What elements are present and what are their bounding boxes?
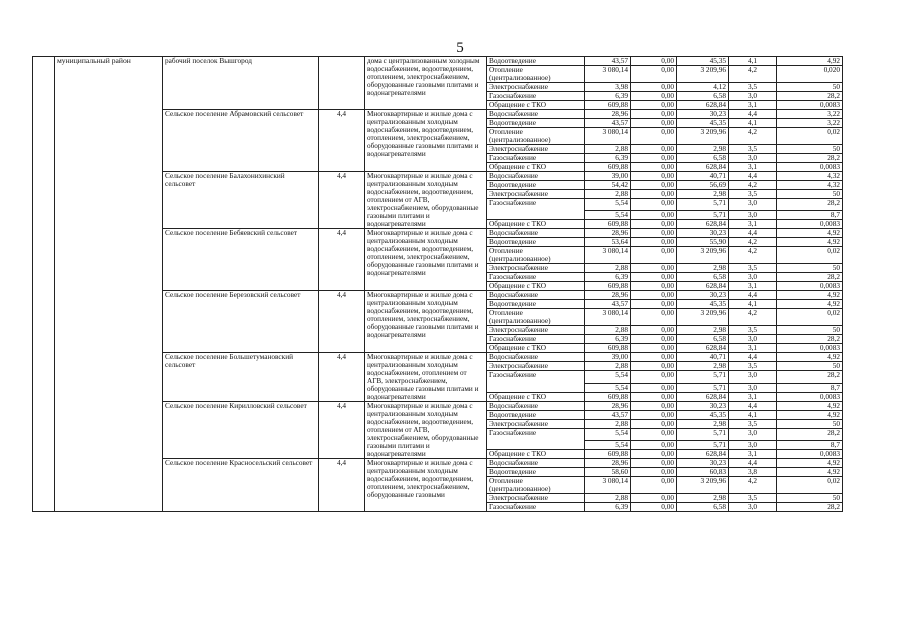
- service-cell: Газоснабжение: [487, 429, 585, 450]
- service-cell: Отопление (централизованное): [487, 247, 585, 264]
- growth-percent-cell: 4,4: [729, 229, 777, 238]
- tariff-old-cell: 39,00: [585, 172, 631, 181]
- housing-type-cell: Многоквартирные и жилые дома с централизованным холодным водоснабжением, водоотведением, отоплением от АГВ, электроснабжением, оборудованные газовыми плитами и водонагревателями: [365, 172, 487, 229]
- consumption-cell: 50: [777, 145, 843, 154]
- growth-percent-cell: 4,1: [729, 57, 777, 66]
- consumption-cell: 0,0083: [777, 393, 843, 402]
- tariff-old-cell: 2,88: [585, 264, 631, 273]
- consumption-cell: 50: [777, 362, 843, 371]
- tariff-new-cell: 40,71: [677, 353, 729, 362]
- tariff-table: [32, 56, 843, 512]
- tariff-new-cell: 628,84: [677, 344, 729, 353]
- service-cell: Водоснабжение: [487, 459, 585, 468]
- consumption-cell: 50: [777, 326, 843, 335]
- change-cell: 0,00: [631, 459, 677, 468]
- change-cell: 0,00: [631, 411, 677, 420]
- growth-percent-cell: 4,2: [729, 247, 777, 264]
- growth-percent-cell: 3,0: [729, 503, 777, 512]
- tariff-new-cell: 45,35: [677, 57, 729, 66]
- change-cell: 0,00: [631, 92, 677, 101]
- settlement-cell: Сельское поселение Кирилловский сельсовет: [163, 402, 319, 459]
- service-cell: Отопление (централизованное): [487, 66, 585, 83]
- tariff-new-cell: 3 209,96: [677, 247, 729, 264]
- service-cell: Водоснабжение: [487, 291, 585, 300]
- tariff-old-cell: 609,88: [585, 220, 631, 229]
- growth-percent-cell: 3,0: [729, 441, 777, 450]
- housing-type-cell: Многоквартирные и жилые дома с централизованным холодным водоснабжением, водоотведением, отоплением, электроснабжением, оборудованные газовыми плитами и водонагревателями: [365, 229, 487, 291]
- tariff-old-cell: 2,88: [585, 190, 631, 199]
- consumption-cell: 0,02: [777, 309, 843, 326]
- consumption-cell: 3,22: [777, 110, 843, 119]
- index-cell: 4,4: [319, 291, 365, 353]
- tariff-new-cell: 2,98: [677, 494, 729, 503]
- tariff-old-cell: 28,96: [585, 110, 631, 119]
- tariff-new-cell: 628,84: [677, 163, 729, 172]
- page-number: 5: [456, 40, 464, 56]
- service-cell: Обращение с ТКО: [487, 101, 585, 110]
- tariff-new-cell: 3 209,96: [677, 66, 729, 83]
- tariff-new-cell: 5,71: [677, 384, 729, 393]
- service-cell: Водоснабжение: [487, 353, 585, 362]
- tariff-old-cell: 53,64: [585, 238, 631, 247]
- tariff-old-cell: 609,88: [585, 344, 631, 353]
- tariff-new-cell: 628,84: [677, 450, 729, 459]
- growth-percent-cell: 3,0: [729, 211, 777, 220]
- change-cell: 0,00: [631, 154, 677, 163]
- growth-percent-cell: 4,1: [729, 411, 777, 420]
- tariff-old-cell: 5,54: [585, 384, 631, 393]
- tariff-old-cell: 28,96: [585, 402, 631, 411]
- growth-percent-cell: 4,4: [729, 291, 777, 300]
- service-cell: Водоотведение: [487, 238, 585, 247]
- growth-percent-cell: 3,5: [729, 494, 777, 503]
- tariff-new-cell: 30,23: [677, 291, 729, 300]
- consumption-cell: 28,2: [777, 371, 843, 384]
- change-cell: 0,00: [631, 273, 677, 282]
- tariff-new-cell: 2,98: [677, 362, 729, 371]
- service-cell: Электроснабжение: [487, 362, 585, 371]
- consumption-cell: 8,7: [777, 211, 843, 220]
- empty-col-cell: [33, 57, 55, 512]
- service-cell: Электроснабжение: [487, 145, 585, 154]
- tariff-old-cell: 2,88: [585, 362, 631, 371]
- consumption-cell: 3,22: [777, 119, 843, 128]
- growth-percent-cell: 4,4: [729, 172, 777, 181]
- tariff-old-cell: 2,88: [585, 494, 631, 503]
- growth-percent-cell: 4,1: [729, 300, 777, 309]
- tariff-new-cell: 2,98: [677, 145, 729, 154]
- tariff-old-cell: 6,39: [585, 154, 631, 163]
- consumption-cell: 4,32: [777, 172, 843, 181]
- growth-percent-cell: 3,0: [729, 429, 777, 441]
- consumption-cell: 0,0083: [777, 344, 843, 353]
- change-cell: 0,00: [631, 247, 677, 264]
- service-cell: Водоснабжение: [487, 402, 585, 411]
- tariff-old-cell: 6,39: [585, 273, 631, 282]
- tariff-old-cell: 609,88: [585, 450, 631, 459]
- service-cell: Газоснабжение: [487, 154, 585, 163]
- service-cell: Обращение с ТКО: [487, 220, 585, 229]
- change-cell: 0,00: [631, 300, 677, 309]
- tariff-old-cell: 28,96: [585, 459, 631, 468]
- tariff-old-cell: 6,39: [585, 92, 631, 101]
- tariff-old-cell: 43,57: [585, 300, 631, 309]
- service-cell: Электроснабжение: [487, 420, 585, 429]
- tariff-new-cell: 628,84: [677, 282, 729, 291]
- tariff-old-cell: 609,88: [585, 163, 631, 172]
- consumption-cell: 0,0083: [777, 220, 843, 229]
- tariff-new-cell: 2,98: [677, 264, 729, 273]
- table-row: [33, 57, 843, 66]
- index-cell: 4,4: [319, 172, 365, 229]
- growth-percent-cell: 4,1: [729, 119, 777, 128]
- change-cell: 0,00: [631, 353, 677, 362]
- service-cell: Водоотведение: [487, 119, 585, 128]
- change-cell: 0,00: [631, 220, 677, 229]
- growth-percent-cell: 4,2: [729, 128, 777, 145]
- settlement-cell: Сельское поселение Абрамовский сельсовет: [163, 110, 319, 172]
- consumption-cell: 0,02: [777, 477, 843, 494]
- tariff-new-cell: 2,98: [677, 326, 729, 335]
- tariff-old-cell: 5,54: [585, 441, 631, 450]
- change-cell: 0,00: [631, 344, 677, 353]
- consumption-cell: 0,0083: [777, 163, 843, 172]
- change-cell: 0,00: [631, 420, 677, 429]
- consumption-cell: 0,0083: [777, 450, 843, 459]
- tariff-old-cell: 2,88: [585, 420, 631, 429]
- consumption-cell: 4,92: [777, 238, 843, 247]
- growth-percent-cell: 3,5: [729, 83, 777, 92]
- tariff-new-cell: 40,71: [677, 172, 729, 181]
- service-cell: Электроснабжение: [487, 326, 585, 335]
- change-cell: 0,00: [631, 238, 677, 247]
- consumption-cell: 4,92: [777, 402, 843, 411]
- consumption-cell: 0,0083: [777, 282, 843, 291]
- consumption-cell: 4,92: [777, 459, 843, 468]
- tariff-new-cell: 628,84: [677, 220, 729, 229]
- tariff-new-cell: 6,58: [677, 273, 729, 282]
- tariff-new-cell: 3 209,96: [677, 128, 729, 145]
- consumption-cell: 0,0083: [777, 101, 843, 110]
- consumption-cell: 50: [777, 494, 843, 503]
- change-cell: 0,00: [631, 393, 677, 402]
- tariff-old-cell: 6,39: [585, 503, 631, 512]
- index-cell: 4,4: [319, 402, 365, 459]
- tariff-new-cell: 6,58: [677, 335, 729, 344]
- settlement-cell: Сельское поселение Балахонихинский сельсовет: [163, 172, 319, 229]
- tariff-new-cell: 30,23: [677, 402, 729, 411]
- service-cell: Газоснабжение: [487, 92, 585, 101]
- housing-type-cell: Многоквартирные и жилые дома с централизованным холодным водоснабжением, водоотведением, отоплением, электроснабжением, оборудованные газовыми: [365, 459, 487, 512]
- consumption-cell: 50: [777, 264, 843, 273]
- change-cell: 0,00: [631, 362, 677, 371]
- change-cell: 0,00: [631, 110, 677, 119]
- consumption-cell: 50: [777, 83, 843, 92]
- tariff-old-cell: 54,42: [585, 181, 631, 190]
- consumption-cell: 4,92: [777, 353, 843, 362]
- service-cell: Обращение с ТКО: [487, 450, 585, 459]
- service-cell: Отопление (централизованное): [487, 309, 585, 326]
- growth-percent-cell: 4,4: [729, 459, 777, 468]
- change-cell: 0,00: [631, 282, 677, 291]
- service-cell: Обращение с ТКО: [487, 282, 585, 291]
- change-cell: 0,00: [631, 477, 677, 494]
- growth-percent-cell: 3,5: [729, 190, 777, 199]
- growth-percent-cell: 3,1: [729, 393, 777, 402]
- consumption-cell: 8,7: [777, 441, 843, 450]
- index-cell: [319, 57, 365, 110]
- change-cell: 0,00: [631, 450, 677, 459]
- consumption-cell: 4,92: [777, 291, 843, 300]
- consumption-cell: 28,2: [777, 154, 843, 163]
- settlement-cell: Сельское поселение Красносельский сельсовет: [163, 459, 319, 512]
- growth-percent-cell: 4,2: [729, 238, 777, 247]
- housing-type-cell: Многоквартирные и жилые дома с централизованным холодным водоснабжением, водоотведением, отоплением, электроснабжением, оборудованные газовыми плитами и водонагревателями: [365, 110, 487, 172]
- change-cell: 0,00: [631, 172, 677, 181]
- growth-percent-cell: 3,0: [729, 371, 777, 384]
- tariff-old-cell: 609,88: [585, 393, 631, 402]
- growth-percent-cell: 4,2: [729, 309, 777, 326]
- change-cell: 0,00: [631, 66, 677, 83]
- service-cell: Водоснабжение: [487, 110, 585, 119]
- tariff-old-cell: 609,88: [585, 282, 631, 291]
- change-cell: 0,00: [631, 57, 677, 66]
- tariff-new-cell: 3 209,96: [677, 477, 729, 494]
- consumption-cell: 50: [777, 420, 843, 429]
- tariff-new-cell: 45,35: [677, 119, 729, 128]
- consumption-cell: 28,2: [777, 429, 843, 441]
- growth-percent-cell: 3,0: [729, 273, 777, 282]
- change-cell: 0,00: [631, 119, 677, 128]
- tariff-new-cell: 2,98: [677, 420, 729, 429]
- growth-percent-cell: 3,5: [729, 420, 777, 429]
- change-cell: 0,00: [631, 441, 677, 450]
- tariff-old-cell: 5,54: [585, 199, 631, 211]
- change-cell: 0,00: [631, 199, 677, 211]
- housing-type-cell: Многоквартирные и жилые дома с централизованным холодным водоснабжением, водоотведением, отоплением от АГВ, электроснабжением, оборудованные газовыми плитами и водонагревателями: [365, 402, 487, 459]
- growth-percent-cell: 3,0: [729, 199, 777, 211]
- tariff-new-cell: 6,58: [677, 503, 729, 512]
- change-cell: 0,00: [631, 371, 677, 384]
- service-cell: Водоотведение: [487, 411, 585, 420]
- consumption-cell: 0,02: [777, 247, 843, 264]
- district-cell: муниципальный район: [55, 57, 163, 512]
- growth-percent-cell: 3,0: [729, 335, 777, 344]
- change-cell: 0,00: [631, 494, 677, 503]
- settlement-cell: Сельское поселение Большетумановский сельсовет: [163, 353, 319, 402]
- growth-percent-cell: 3,1: [729, 101, 777, 110]
- tariff-old-cell: 5,54: [585, 211, 631, 220]
- consumption-cell: 50: [777, 190, 843, 199]
- change-cell: 0,00: [631, 402, 677, 411]
- growth-percent-cell: 3,0: [729, 154, 777, 163]
- consumption-cell: 28,2: [777, 335, 843, 344]
- service-cell: Водоотведение: [487, 57, 585, 66]
- tariff-new-cell: 3 209,96: [677, 309, 729, 326]
- tariff-new-cell: 30,23: [677, 459, 729, 468]
- growth-percent-cell: 3,1: [729, 282, 777, 291]
- service-cell: Водоотведение: [487, 300, 585, 309]
- growth-percent-cell: 4,2: [729, 181, 777, 190]
- consumption-cell: 4,92: [777, 57, 843, 66]
- settlement-cell: рабочий поселок Вышгород: [163, 57, 319, 110]
- service-cell: Газоснабжение: [487, 503, 585, 512]
- consumption-cell: 28,2: [777, 503, 843, 512]
- service-cell: Электроснабжение: [487, 264, 585, 273]
- housing-type-cell: Многоквартирные и жилые дома с централизованным холодным водоснабжением, отоплением от АГВ, электроснабжением, оборудованные газовыми плитами и водонагревателями: [365, 353, 487, 402]
- change-cell: 0,00: [631, 83, 677, 92]
- tariff-old-cell: 3,98: [585, 83, 631, 92]
- change-cell: 0,00: [631, 264, 677, 273]
- change-cell: 0,00: [631, 211, 677, 220]
- tariff-new-cell: 5,71: [677, 199, 729, 211]
- consumption-cell: 28,2: [777, 199, 843, 211]
- tariff-old-cell: 3 080,14: [585, 247, 631, 264]
- tariff-old-cell: 3 080,14: [585, 309, 631, 326]
- service-cell: Водоснабжение: [487, 172, 585, 181]
- growth-percent-cell: 4,2: [729, 66, 777, 83]
- service-cell: Водоотведение: [487, 181, 585, 190]
- tariff-old-cell: 43,57: [585, 57, 631, 66]
- tariff-new-cell: 45,35: [677, 300, 729, 309]
- service-cell: Газоснабжение: [487, 335, 585, 344]
- tariff-table-container: [32, 56, 840, 607]
- consumption-cell: 0,02: [777, 128, 843, 145]
- tariff-old-cell: 28,96: [585, 229, 631, 238]
- change-cell: 0,00: [631, 291, 677, 300]
- growth-percent-cell: 3,1: [729, 344, 777, 353]
- change-cell: 0,00: [631, 190, 677, 199]
- service-cell: Газоснабжение: [487, 199, 585, 220]
- index-cell: 4,4: [319, 459, 365, 512]
- tariff-new-cell: 2,98: [677, 190, 729, 199]
- service-cell: Электроснабжение: [487, 494, 585, 503]
- tariff-old-cell: 5,54: [585, 371, 631, 384]
- tariff-old-cell: 3 080,14: [585, 477, 631, 494]
- tariff-new-cell: 4,12: [677, 83, 729, 92]
- consumption-cell: 4,92: [777, 468, 843, 477]
- service-cell: Обращение с ТКО: [487, 393, 585, 402]
- service-cell: Водоснабжение: [487, 229, 585, 238]
- consumption-cell: 28,2: [777, 92, 843, 101]
- service-cell: Газоснабжение: [487, 371, 585, 393]
- growth-percent-cell: 4,4: [729, 353, 777, 362]
- consumption-cell: 4,92: [777, 229, 843, 238]
- consumption-cell: 0,020: [777, 66, 843, 83]
- change-cell: 0,00: [631, 309, 677, 326]
- housing-type-cell: дома с централизованным холодным водоснабжением, водоотведением, отоплением, электроснабжением, оборудованные газовыми плитами и водонагревателями: [365, 57, 487, 110]
- growth-percent-cell: 4,4: [729, 110, 777, 119]
- tariff-old-cell: 2,88: [585, 145, 631, 154]
- change-cell: 0,00: [631, 163, 677, 172]
- settlement-cell: Сельское поселение Березовский сельсовет: [163, 291, 319, 353]
- tariff-old-cell: 3 080,14: [585, 128, 631, 145]
- consumption-cell: 28,2: [777, 273, 843, 282]
- change-cell: 0,00: [631, 128, 677, 145]
- tariff-new-cell: 6,58: [677, 92, 729, 101]
- tariff-old-cell: 43,57: [585, 411, 631, 420]
- growth-percent-cell: 3,5: [729, 362, 777, 371]
- change-cell: 0,00: [631, 503, 677, 512]
- tariff-new-cell: 56,69: [677, 181, 729, 190]
- growth-percent-cell: 3,5: [729, 264, 777, 273]
- change-cell: 0,00: [631, 384, 677, 393]
- tariff-old-cell: 58,60: [585, 468, 631, 477]
- tariff-old-cell: 6,39: [585, 335, 631, 344]
- tariff-new-cell: 30,23: [677, 229, 729, 238]
- growth-percent-cell: 4,4: [729, 402, 777, 411]
- growth-percent-cell: 3,8: [729, 468, 777, 477]
- tariff-old-cell: 5,54: [585, 429, 631, 441]
- service-cell: Газоснабжение: [487, 273, 585, 282]
- growth-percent-cell: 3,0: [729, 384, 777, 393]
- service-cell: Отопление (централизованное): [487, 477, 585, 494]
- tariff-new-cell: 628,84: [677, 101, 729, 110]
- change-cell: 0,00: [631, 326, 677, 335]
- change-cell: 0,00: [631, 101, 677, 110]
- service-cell: Отопление (централизованное): [487, 128, 585, 145]
- index-cell: 4,4: [319, 110, 365, 172]
- tariff-new-cell: 5,71: [677, 429, 729, 441]
- consumption-cell: 8,7: [777, 384, 843, 393]
- index-cell: 4,4: [319, 229, 365, 291]
- growth-percent-cell: 4,2: [729, 477, 777, 494]
- tariff-new-cell: 30,23: [677, 110, 729, 119]
- growth-percent-cell: 3,5: [729, 326, 777, 335]
- housing-type-cell: Многоквартирные и жилые дома с централизованным холодным водоснабжением, водоотведением, отоплением, электроснабжением, оборудованные газовыми плитами и водонагревателями: [365, 291, 487, 353]
- tariff-old-cell: 28,96: [585, 291, 631, 300]
- index-cell: 4,4: [319, 353, 365, 402]
- service-cell: Электроснабжение: [487, 83, 585, 92]
- consumption-cell: 4,92: [777, 300, 843, 309]
- tariff-new-cell: 5,71: [677, 211, 729, 220]
- growth-percent-cell: 3,1: [729, 450, 777, 459]
- change-cell: 0,00: [631, 468, 677, 477]
- change-cell: 0,00: [631, 181, 677, 190]
- tariff-old-cell: 43,57: [585, 119, 631, 128]
- service-cell: Водоотведение: [487, 468, 585, 477]
- change-cell: 0,00: [631, 429, 677, 441]
- change-cell: 0,00: [631, 145, 677, 154]
- tariff-old-cell: 609,88: [585, 101, 631, 110]
- settlement-cell: Сельское поселение Бебяевский сельсовет: [163, 229, 319, 291]
- change-cell: 0,00: [631, 335, 677, 344]
- growth-percent-cell: 3,0: [729, 92, 777, 101]
- tariff-new-cell: 5,71: [677, 441, 729, 450]
- service-cell: Обращение с ТКО: [487, 344, 585, 353]
- tariff-new-cell: 45,35: [677, 411, 729, 420]
- tariff-old-cell: 3 080,14: [585, 66, 631, 83]
- tariff-new-cell: 5,71: [677, 371, 729, 384]
- tariff-new-cell: 628,84: [677, 393, 729, 402]
- tariff-old-cell: 2,88: [585, 326, 631, 335]
- tariff-new-cell: 60,83: [677, 468, 729, 477]
- growth-percent-cell: 3,5: [729, 145, 777, 154]
- growth-percent-cell: 3,1: [729, 163, 777, 172]
- service-cell: Электроснабжение: [487, 190, 585, 199]
- growth-percent-cell: 3,1: [729, 220, 777, 229]
- consumption-cell: 4,92: [777, 411, 843, 420]
- tariff-new-cell: 6,58: [677, 154, 729, 163]
- change-cell: 0,00: [631, 229, 677, 238]
- tariff-new-cell: 55,90: [677, 238, 729, 247]
- service-cell: Обращение с ТКО: [487, 163, 585, 172]
- consumption-cell: 4,32: [777, 181, 843, 190]
- tariff-old-cell: 39,00: [585, 353, 631, 362]
